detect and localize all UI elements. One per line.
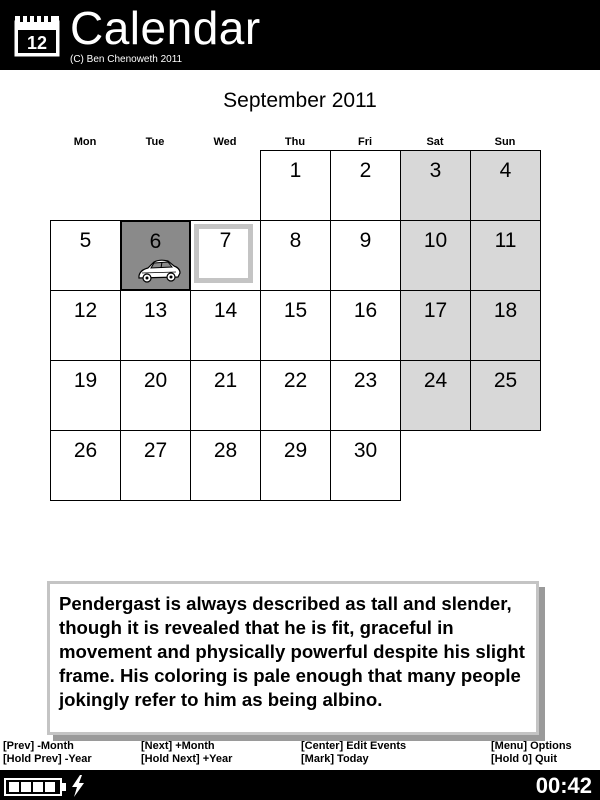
day-number: 17: [423, 299, 448, 322]
key-hint-column: [491, 740, 572, 766]
day-number: 14: [213, 299, 238, 322]
day-number: 3: [429, 159, 442, 182]
key-hint-column: [3, 740, 92, 766]
weekday-label: Fri: [357, 136, 373, 148]
day-number: 20: [143, 369, 168, 392]
day-cell-24[interactable]: [400, 360, 471, 431]
day-number: 4: [499, 159, 512, 182]
day-cell-10[interactable]: [400, 220, 471, 291]
day-number: 2: [359, 159, 372, 182]
day-number: 12: [73, 299, 98, 322]
day-number: 11: [494, 229, 517, 252]
day-number: 13: [143, 299, 168, 322]
key-hint-next: [Next] +Month: [141, 740, 215, 752]
day-cell-12[interactable]: [50, 290, 121, 361]
day-cell-19[interactable]: [50, 360, 121, 431]
clock: 00:42: [535, 773, 592, 798]
app-title: Calendar: [70, 2, 261, 54]
calendar-grid: [50, 150, 541, 500]
day-number: 24: [423, 369, 448, 392]
day-cell-13[interactable]: [120, 290, 191, 361]
day-cell-6-selected[interactable]: [120, 220, 191, 291]
day-number: 26: [73, 439, 98, 462]
day-cell-16[interactable]: [330, 290, 401, 361]
day-number: 30: [353, 439, 378, 462]
day-number: 21: [213, 369, 238, 392]
day-cell-4[interactable]: [470, 150, 541, 221]
day-cell-1[interactable]: [260, 150, 331, 221]
weekday-label: Sat: [426, 136, 444, 148]
weekday-label: Thu: [284, 136, 306, 148]
day-cell-11[interactable]: [470, 220, 541, 291]
car-icon: [136, 256, 182, 286]
day-cell-8[interactable]: [260, 220, 331, 291]
day-cell-15[interactable]: [260, 290, 331, 361]
app-header: [0, 0, 600, 70]
day-cell-18[interactable]: [470, 290, 541, 361]
day-cell-21[interactable]: [190, 360, 261, 431]
battery-icon: [4, 778, 68, 796]
day-number: 10: [423, 229, 448, 252]
day-number: 29: [283, 439, 308, 462]
day-number: 27: [143, 439, 168, 462]
day-number: 28: [213, 439, 238, 462]
key-hint-quit: [Hold 0] Quit: [491, 753, 557, 765]
day-number: 23: [353, 369, 378, 392]
day-number: 16: [353, 299, 378, 322]
day-number: 8: [289, 229, 302, 252]
calendar-icon-number: 12: [26, 33, 48, 53]
day-cell-23[interactable]: [330, 360, 401, 431]
day-cell-14[interactable]: [190, 290, 261, 361]
weekday-label: Sun: [494, 136, 516, 148]
day-number: 25: [493, 369, 518, 392]
day-cell-2[interactable]: [330, 150, 401, 221]
day-cell-20[interactable]: [120, 360, 191, 431]
key-hint-column: [141, 740, 232, 766]
day-number: 19: [73, 369, 98, 392]
key-hint-center: [Center] Edit Events: [301, 740, 407, 752]
copyright-text: (C) Ben Chenoweth 2011: [70, 54, 183, 65]
day-cell-9[interactable]: [330, 220, 401, 291]
day-number: 6: [149, 230, 162, 253]
day-number: 22: [283, 369, 308, 392]
day-cell-27[interactable]: [120, 430, 191, 501]
key-hint-mark: [Mark] Today: [301, 753, 369, 765]
day-cell-3[interactable]: [400, 150, 471, 221]
key-hint-menu: [Menu] Options: [491, 740, 572, 752]
key-hint-prev: [Prev] -Month: [3, 740, 74, 752]
day-cell-5[interactable]: [50, 220, 121, 291]
day-cell-26[interactable]: [50, 430, 121, 501]
quote-box: Pendergast is always described as tall and slender, though it is revealed that he is fit, graceful in movement and physically powerful despite his slight frame. His coloring is pale enough that many people jokingly refer to him as being albino.: [47, 581, 539, 735]
day-number: 7: [219, 229, 232, 252]
weekday-label: Wed: [213, 136, 237, 148]
day-cell-28[interactable]: [190, 430, 261, 501]
day-number: 18: [493, 299, 518, 322]
key-hint-column: [301, 740, 406, 766]
status-bar: [0, 770, 600, 800]
day-cell-25[interactable]: [470, 360, 541, 431]
lightning-icon: [70, 775, 86, 797]
month-title: September 2011: [223, 89, 377, 112]
weekday-label: Tue: [145, 136, 165, 148]
day-number: 5: [79, 229, 92, 252]
weekday-label: Mon: [73, 136, 97, 148]
key-hint-hold-next: [Hold Next] +Year: [141, 753, 233, 765]
calendar-icon: [13, 12, 61, 58]
key-hint-hold-prev: [Hold Prev] -Year: [3, 753, 92, 765]
day-number: 9: [359, 229, 372, 252]
day-cell-29[interactable]: [260, 430, 331, 501]
day-cell-30[interactable]: [330, 430, 401, 501]
day-cell-17[interactable]: [400, 290, 471, 361]
day-number: 1: [289, 159, 302, 182]
day-cell-22[interactable]: [260, 360, 331, 431]
day-cell-7[interactable]: [190, 220, 261, 291]
day-number: 15: [283, 299, 308, 322]
